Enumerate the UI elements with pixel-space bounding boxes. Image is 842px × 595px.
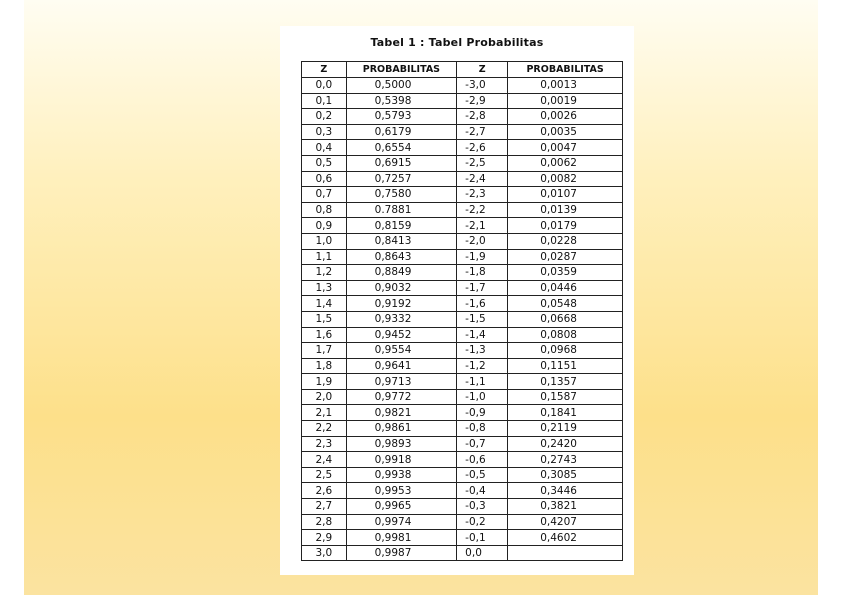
probability-left: 0.7881 <box>346 202 457 218</box>
table-row <box>302 327 623 343</box>
z-value-left: 1,4 <box>302 296 347 312</box>
probability-right: 0,3821 <box>508 499 623 515</box>
z-value-left: 2,7 <box>302 499 347 515</box>
table-row <box>302 93 623 109</box>
z-value-right: -0,2 <box>457 514 508 530</box>
z-value-left: 1,6 <box>302 327 347 343</box>
z-value-right: -1,1 <box>457 374 508 390</box>
z-value-right: -2,8 <box>457 109 508 125</box>
probability-left: 0,9918 <box>346 452 457 468</box>
table-row <box>302 389 623 405</box>
probability-right <box>508 545 623 561</box>
z-value-right: -0,7 <box>457 436 508 452</box>
probability-right: 0,2743 <box>508 452 623 468</box>
table-row <box>302 343 623 359</box>
probability-left: 0,5793 <box>346 109 457 125</box>
z-value-right: -2,0 <box>457 233 508 249</box>
probability-left: 0,9192 <box>346 296 457 312</box>
probability-right: 0,0026 <box>508 109 623 125</box>
probability-left: 0,9974 <box>346 514 457 530</box>
probability-left: 0,9821 <box>346 405 457 421</box>
probability-left: 0,9953 <box>346 483 457 499</box>
probability-right: 0,0287 <box>508 249 623 265</box>
table-body <box>302 78 623 561</box>
z-value-left: 0,7 <box>302 187 347 203</box>
probability-right: 0,1151 <box>508 358 623 374</box>
probability-right: 0,2119 <box>508 421 623 437</box>
z-value-left: 1,2 <box>302 265 347 281</box>
table-row <box>302 124 623 140</box>
probability-right: 0,0062 <box>508 155 623 171</box>
probability-right: 0,0013 <box>508 78 623 94</box>
probability-left: 0,7257 <box>346 171 457 187</box>
z-value-right: -2,2 <box>457 202 508 218</box>
probability-left: 0,8849 <box>346 265 457 281</box>
z-value-right: -1,6 <box>457 296 508 312</box>
z-value-left: 0,2 <box>302 109 347 125</box>
z-value-left: 0,5 <box>302 155 347 171</box>
probability-left: 0,9861 <box>346 421 457 437</box>
probability-left: 0,8643 <box>346 249 457 265</box>
z-value-right: -1,3 <box>457 343 508 359</box>
probability-left: 0,9713 <box>346 374 457 390</box>
header-probability-right: PROBABILITAS <box>508 62 623 78</box>
table-row <box>302 78 623 94</box>
z-value-right: 0,0 <box>457 545 508 561</box>
probability-right: 0,0359 <box>508 265 623 281</box>
z-value-right: -0,4 <box>457 483 508 499</box>
z-value-left: 2,5 <box>302 467 347 483</box>
table-row <box>302 421 623 437</box>
probability-left: 0,9641 <box>346 358 457 374</box>
probability-right: 0,4602 <box>508 530 623 546</box>
probability-left: 0,9452 <box>346 327 457 343</box>
z-value-right: -1,7 <box>457 280 508 296</box>
z-value-left: 0,1 <box>302 93 347 109</box>
table-row <box>302 296 623 312</box>
probability-right: 0,0139 <box>508 202 623 218</box>
z-value-left: 1,7 <box>302 343 347 359</box>
z-value-right: -0,8 <box>457 421 508 437</box>
probability-left: 0,9987 <box>346 545 457 561</box>
z-value-left: 1,8 <box>302 358 347 374</box>
probability-left: 0,5000 <box>346 78 457 94</box>
z-value-right: -0,5 <box>457 467 508 483</box>
z-value-right: -2,7 <box>457 124 508 140</box>
z-value-left: 2,4 <box>302 452 347 468</box>
probability-right: 0,0019 <box>508 93 623 109</box>
header-z-left: Z <box>302 62 347 78</box>
header-row <box>302 62 623 78</box>
z-value-left: 2,1 <box>302 405 347 421</box>
probability-left: 0,9938 <box>346 467 457 483</box>
probability-left: 0,6915 <box>346 155 457 171</box>
z-value-right: -1,4 <box>457 327 508 343</box>
table-row <box>302 233 623 249</box>
probability-left: 0,9032 <box>346 280 457 296</box>
z-value-right: -0,3 <box>457 499 508 515</box>
table-title: Tabel 1 : Tabel Probabilitas <box>370 36 544 49</box>
table-row <box>302 265 623 281</box>
probability-right: 0,2420 <box>508 436 623 452</box>
probability-right: 0,1587 <box>508 389 623 405</box>
table-row <box>302 280 623 296</box>
table-row <box>302 311 623 327</box>
table-row <box>302 358 623 374</box>
probability-right: 0,0808 <box>508 327 623 343</box>
z-value-left: 0,3 <box>302 124 347 140</box>
z-value-right: -3,0 <box>457 78 508 94</box>
probability-right: 0,4207 <box>508 514 623 530</box>
probability-left: 0,9893 <box>346 436 457 452</box>
z-value-left: 0,8 <box>302 202 347 218</box>
z-value-right: -0,1 <box>457 530 508 546</box>
table-row <box>302 452 623 468</box>
probability-right: 0,0548 <box>508 296 623 312</box>
probability-right: 0,1357 <box>508 374 623 390</box>
z-value-left: 3,0 <box>302 545 347 561</box>
probability-left: 0,8159 <box>346 218 457 234</box>
table-row <box>302 155 623 171</box>
z-value-left: 1,0 <box>302 233 347 249</box>
table-row <box>302 405 623 421</box>
table-row <box>302 171 623 187</box>
probability-left: 0,5398 <box>346 93 457 109</box>
header-z-right: Z <box>457 62 508 78</box>
probability-table <box>301 61 623 561</box>
z-value-right: -1,8 <box>457 265 508 281</box>
z-value-left: 0,4 <box>302 140 347 156</box>
z-value-left: 2,3 <box>302 436 347 452</box>
z-value-right: -0,6 <box>457 452 508 468</box>
header-probability-left: PROBABILITAS <box>346 62 457 78</box>
probability-right: 0,0082 <box>508 171 623 187</box>
table-row <box>302 514 623 530</box>
z-value-right: -1,0 <box>457 389 508 405</box>
z-value-left: 2,9 <box>302 530 347 546</box>
probability-right: 0,0228 <box>508 233 623 249</box>
z-value-right: -1,5 <box>457 311 508 327</box>
z-value-left: 1,3 <box>302 280 347 296</box>
table-row <box>302 436 623 452</box>
table-row <box>302 545 623 561</box>
z-value-left: 0,6 <box>302 171 347 187</box>
probability-left: 0,6179 <box>346 124 457 140</box>
probability-left: 0,9981 <box>346 530 457 546</box>
z-value-left: 2,0 <box>302 389 347 405</box>
z-value-left: 0,0 <box>302 78 347 94</box>
table-row <box>302 374 623 390</box>
probability-right: 0,0047 <box>508 140 623 156</box>
table-row <box>302 467 623 483</box>
probability-left: 0,9965 <box>346 499 457 515</box>
probability-left: 0,7580 <box>346 187 457 203</box>
table-row <box>302 187 623 203</box>
table-row <box>302 218 623 234</box>
table-row <box>302 249 623 265</box>
probability-right: 0,1841 <box>508 405 623 421</box>
probability-left: 0,8413 <box>346 233 457 249</box>
table-row <box>302 499 623 515</box>
probability-right: 0,3085 <box>508 467 623 483</box>
z-value-left: 1,1 <box>302 249 347 265</box>
z-value-left: 1,9 <box>302 374 347 390</box>
table-row <box>302 140 623 156</box>
probability-right: 0,0107 <box>508 187 623 203</box>
scanned-document <box>280 26 634 575</box>
z-value-right: -0,9 <box>457 405 508 421</box>
table-row <box>302 109 623 125</box>
table-row <box>302 483 623 499</box>
z-value-right: -2,6 <box>457 140 508 156</box>
probability-right: 0,0035 <box>508 124 623 140</box>
z-value-right: -2,9 <box>457 93 508 109</box>
z-value-left: 0,9 <box>302 218 347 234</box>
probability-right: 0,3446 <box>508 483 623 499</box>
slide-background <box>24 0 818 595</box>
z-value-left: 1,5 <box>302 311 347 327</box>
z-value-right: -1,9 <box>457 249 508 265</box>
table-row <box>302 530 623 546</box>
table-row <box>302 202 623 218</box>
z-value-right: -2,5 <box>457 155 508 171</box>
probability-right: 0,0668 <box>508 311 623 327</box>
probability-left: 0,9332 <box>346 311 457 327</box>
probability-left: 0,9772 <box>346 389 457 405</box>
z-value-right: -2,3 <box>457 187 508 203</box>
z-value-right: -2,4 <box>457 171 508 187</box>
z-value-right: -1,2 <box>457 358 508 374</box>
probability-left: 0,6554 <box>346 140 457 156</box>
probability-right: 0,0446 <box>508 280 623 296</box>
probability-right: 0,0968 <box>508 343 623 359</box>
probability-right: 0,0179 <box>508 218 623 234</box>
z-value-left: 2,2 <box>302 421 347 437</box>
z-value-left: 2,8 <box>302 514 347 530</box>
z-value-left: 2,6 <box>302 483 347 499</box>
probability-left: 0,9554 <box>346 343 457 359</box>
z-value-right: -2,1 <box>457 218 508 234</box>
